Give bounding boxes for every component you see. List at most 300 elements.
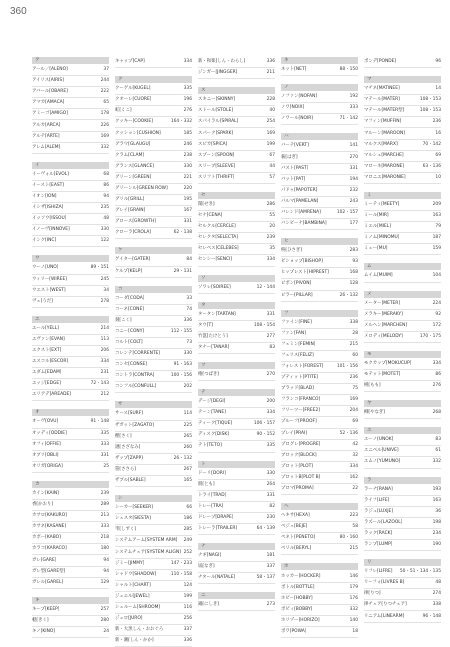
- entry-term: テーン[TANE]: [198, 410, 226, 416]
- entry-term: ラジュ[LUXJE]: [364, 508, 394, 514]
- entry-term: アルテ[ARTE]: [32, 133, 60, 139]
- index-entry: [281, 175, 358, 186]
- entry-term: グランス[GLANCE]: [115, 163, 154, 169]
- index-section: [32, 481, 109, 589]
- entry-page: 204: [349, 408, 358, 414]
- entry-page: 239: [100, 490, 109, 496]
- section-heading: コ: [115, 286, 192, 293]
- index-section: [198, 192, 275, 267]
- entry-term: ホッカー[HOCKER]: [281, 573, 321, 579]
- index-entry: [281, 406, 358, 417]
- entry-page: 10: [435, 174, 441, 180]
- entry-term: システムチェア[SYSTEM ALIGN]: [115, 549, 181, 555]
- index-entry: [115, 503, 192, 514]
- entry-term: マルシュ[MARCHE]: [364, 152, 404, 158]
- index-entry: [198, 233, 275, 244]
- entry-page: 277: [266, 333, 275, 339]
- index-entry: [364, 151, 441, 162]
- entry-term: アレム[ALEM]: [32, 144, 61, 150]
- index-entry: [32, 357, 109, 368]
- entry-page: 181: [266, 553, 275, 559]
- index-entry: [198, 57, 275, 68]
- entry-page: 163: [432, 213, 441, 219]
- entry-term: 凪[なぎ]: [198, 564, 215, 570]
- section-heading: ケ: [115, 247, 192, 254]
- entry-page: 206: [100, 348, 109, 354]
- entry-page: 63・136: [422, 163, 441, 169]
- entry-page: 212: [100, 392, 109, 398]
- index-entry: [281, 384, 358, 395]
- entry-term: スプーン[SPOON]: [198, 152, 235, 158]
- index-entry: [281, 114, 358, 125]
- index-entry: [32, 440, 109, 451]
- entry-term: イシザ[ISHIZA]: [32, 205, 64, 211]
- entry-term: クローラ[CROLA]: [115, 230, 152, 236]
- index-entry: [198, 343, 275, 354]
- entry-page: 228: [266, 97, 275, 103]
- entry-page: 332: [100, 144, 109, 150]
- index-entry: [281, 65, 358, 76]
- entry-page: 20: [269, 224, 275, 230]
- entry-term: ファイン[FINE]: [281, 319, 312, 325]
- entry-page: 122: [100, 238, 109, 244]
- entry-term: オーヴ[OVU]: [32, 419, 59, 425]
- entry-page: 226: [100, 122, 109, 128]
- entry-page: 57: [269, 174, 275, 180]
- entry-term: アバール[OBARE]: [32, 89, 68, 95]
- entry-term: リニアム[LINEARM]: [364, 613, 405, 619]
- index-section: [198, 57, 275, 79]
- entry-term: ユニベル[UNIVE]: [364, 448, 399, 454]
- entry-term: プレイ[PRAI]: [281, 430, 308, 436]
- entry-term: ノワール[NOIR]: [281, 116, 313, 122]
- entry-term: フォレスト[FOREST]: [281, 364, 324, 370]
- section-heading: ソ: [198, 275, 275, 282]
- index-entry: [32, 297, 109, 308]
- entry-page: 215: [349, 341, 358, 347]
- index-entry: [198, 502, 275, 513]
- entry-term: グレイ[GRAIN]: [115, 208, 146, 214]
- entry-term: オブリ[OBLI]: [32, 452, 59, 458]
- index-section: [281, 503, 358, 555]
- index-entry: [32, 335, 109, 346]
- index-section: [364, 192, 441, 255]
- index-entry: [281, 429, 358, 440]
- entry-term: ポンデ[PONDE]: [364, 59, 397, 65]
- entry-page: 177: [349, 221, 358, 227]
- entry-term: ザブル[SABLE]: [115, 478, 146, 484]
- entry-page: 70・142: [422, 141, 441, 147]
- entry-term: アマカ[AMACA]: [32, 100, 65, 106]
- entry-page: 268: [432, 410, 441, 416]
- index-section: [281, 310, 358, 496]
- entry-page: 186: [183, 516, 192, 522]
- entry-term: タータン[TARTAN]: [198, 311, 236, 317]
- index-section: [364, 57, 441, 68]
- entry-term: エスコル[ESCOR]: [32, 359, 69, 365]
- entry-page: 172: [432, 322, 441, 328]
- index-entry: [198, 600, 275, 611]
- entry-term: 漣[さざなみ]: [115, 444, 141, 450]
- entry-page: 334: [183, 59, 192, 65]
- entry-page: 164・332: [170, 119, 192, 125]
- index-entry: [281, 219, 358, 230]
- index-entry: [115, 184, 192, 195]
- entry-page: 96・148: [422, 613, 441, 619]
- entry-page: 246: [183, 141, 192, 147]
- entry-page: 239: [266, 235, 275, 241]
- index-section: [198, 87, 275, 184]
- entry-term: フェミン[FEMIN]: [281, 341, 316, 347]
- index-entry: [364, 310, 441, 321]
- index-entry: [115, 151, 192, 162]
- entry-page: 12・144: [256, 284, 275, 290]
- index-entry: [364, 299, 441, 310]
- entry-term: タナー[TANAR]: [198, 344, 230, 350]
- index-entry: [32, 109, 109, 120]
- entry-page: 334: [432, 360, 441, 366]
- entry-term: ラック[RACK]: [364, 530, 393, 536]
- entry-term: ホリゾー[HORIZO]: [281, 617, 320, 623]
- section-heading: ヘ: [281, 503, 358, 510]
- entry-page: 71・142: [339, 116, 358, 122]
- index-section: [32, 316, 109, 402]
- index-entry: [32, 286, 109, 297]
- entry-page: 61: [435, 448, 441, 454]
- index-entry: [198, 419, 275, 430]
- index-entry: [364, 589, 441, 600]
- index-entry: [32, 132, 109, 143]
- entry-term: カイン[KAIN]: [32, 490, 59, 496]
- section-heading: オ: [32, 409, 109, 416]
- index-entry: [32, 263, 109, 274]
- entry-term: トライ[TRAD]: [198, 492, 227, 498]
- entry-page: 337: [183, 627, 192, 633]
- section-heading: テ: [198, 389, 275, 396]
- entry-page: 185: [183, 130, 192, 136]
- entry-page: 62・138: [173, 230, 192, 236]
- entry-term: リーフォ[LIVRES B]: [364, 580, 405, 586]
- index-entry: [115, 514, 192, 525]
- entry-term: ホビー[HOBBY]: [281, 595, 313, 601]
- index-section: [115, 76, 192, 239]
- entry-term: プルーフ[PROOF]: [281, 419, 317, 425]
- index-entry: [364, 271, 441, 282]
- entry-term: ユーノ[UNOK]: [364, 437, 394, 443]
- index-entry: [32, 390, 109, 401]
- entry-term: ティーク[TIQUE]: [198, 421, 233, 427]
- entry-term: ヴェ[うだ]: [32, 298, 53, 304]
- index-entry: [32, 511, 109, 522]
- index-entry: [32, 236, 109, 247]
- index-section: [364, 263, 441, 282]
- index-entry: [115, 614, 192, 625]
- index-section: [198, 362, 275, 381]
- index-entry: [198, 551, 275, 562]
- entry-page: 89・151: [90, 265, 109, 271]
- entry-term: フェリス[FELIZ]: [281, 352, 314, 358]
- index-entry: [32, 605, 109, 616]
- entry-term: ボビィ[BOBBY]: [281, 606, 313, 612]
- entry-page: 199: [266, 141, 275, 147]
- entry-term: プロットB[PLOT B]: [281, 474, 321, 480]
- index-section: [281, 84, 358, 125]
- entry-term: ブロック[BLOCK]: [281, 452, 317, 458]
- entry-term: ミュー[MU]: [364, 246, 388, 252]
- entry-page: 124: [183, 582, 192, 588]
- entry-page: 198: [432, 519, 441, 525]
- entry-term: セナ[CENA]: [198, 213, 223, 219]
- index-entry: [198, 151, 275, 162]
- index-entry: [281, 141, 358, 152]
- index-entry: [198, 524, 275, 535]
- entry-term: メロディ[MELODY]: [364, 333, 403, 339]
- index-entry: [115, 128, 192, 139]
- section-heading: ヒ: [281, 238, 358, 245]
- entry-page: 91・163: [173, 362, 192, 368]
- index-entry: [115, 217, 192, 228]
- entry-page: 26・132: [339, 292, 358, 298]
- index-entry: [198, 573, 275, 584]
- entry-page: 113: [100, 336, 109, 342]
- entry-term: ウーノ[UNO]: [32, 265, 59, 271]
- entry-term: ストール[STOLE]: [198, 108, 234, 114]
- entry-page: 86: [103, 182, 109, 188]
- entry-page: 331: [349, 165, 358, 171]
- index-entry: [198, 480, 275, 491]
- entry-page: 276: [432, 383, 441, 389]
- entry-page: 331: [266, 492, 275, 498]
- index-entry: [364, 359, 441, 370]
- entry-page: 333: [100, 441, 109, 447]
- entry-term: ユムノ[YUMUNO]: [364, 459, 401, 465]
- entry-term: シャルト[CHART]: [115, 582, 151, 588]
- entry-page: 330: [183, 163, 192, 169]
- entry-page: 193: [432, 486, 441, 492]
- entry-page: 331: [266, 311, 275, 317]
- entry-page: 232: [349, 187, 358, 193]
- entry-term: トレーラ[TRAILER]: [198, 526, 238, 532]
- index-entry: [32, 500, 109, 511]
- entry-term: カラコ[KARACO]: [32, 546, 67, 552]
- index-entry: [32, 143, 109, 154]
- index-entry: [198, 173, 275, 184]
- entry-term: プロット[PLOT]: [281, 463, 313, 469]
- index-entry: [364, 84, 441, 95]
- index-entry: [364, 162, 441, 173]
- entry-term: 閑[せき]: [198, 201, 215, 207]
- section-heading: ア: [32, 57, 109, 64]
- index-section: [115, 401, 192, 487]
- index-entry: [32, 522, 109, 533]
- index-section: [364, 291, 441, 343]
- index-entry: [32, 616, 109, 627]
- entry-page: 336: [266, 59, 275, 65]
- entry-page: 270: [349, 154, 358, 160]
- entry-term: ガレ型[GARE型]: [32, 568, 66, 574]
- index-entry: [281, 268, 358, 279]
- entry-term: ラズール[LAZOOL]: [364, 519, 403, 525]
- entry-page: 110・158: [170, 571, 192, 577]
- index-entry: [281, 362, 358, 373]
- entry-page: 331: [100, 452, 109, 458]
- index-entry: [115, 625, 192, 636]
- index-section: [364, 559, 441, 622]
- entry-page: 58: [352, 524, 358, 530]
- section-heading: ス: [198, 87, 275, 94]
- index-entry: [115, 592, 192, 603]
- entry-page: 22: [352, 486, 358, 492]
- entry-page: 26・132: [173, 455, 192, 461]
- index-entry: [32, 87, 109, 98]
- entry-term: ペネト[PENETO]: [281, 535, 316, 541]
- entry-page: 108・154: [253, 322, 275, 328]
- index-entry: [115, 559, 192, 570]
- entry-page: 338: [349, 319, 358, 325]
- index-entry: [281, 152, 358, 163]
- index-entry: [32, 192, 109, 203]
- entry-page: 67: [269, 152, 275, 158]
- entry-term: 柊[ひさぎ]: [281, 248, 302, 254]
- entry-page: 101・156: [336, 364, 358, 370]
- entry-page: 224: [432, 300, 441, 306]
- index-entry: [364, 578, 441, 589]
- entry-term: キャップ[CAP]: [115, 59, 145, 65]
- entry-term: イースト[EAST]: [32, 182, 65, 188]
- entry-term: オッディ[ODDIE]: [32, 430, 67, 436]
- entry-page: 44: [269, 163, 275, 169]
- entry-term: ザガット[ZAGATO]: [115, 422, 154, 428]
- index-entry: [364, 567, 441, 578]
- entry-page: 338: [432, 602, 441, 608]
- entry-term: 香[かおり]: [32, 502, 53, 508]
- entry-page: 24: [103, 628, 109, 634]
- entry-page: 79: [435, 224, 441, 230]
- index-entry: [364, 446, 441, 457]
- index-entry: [32, 120, 109, 131]
- section-heading: カ: [32, 481, 109, 488]
- entry-page: 220: [183, 185, 192, 191]
- entry-page: 162: [349, 474, 358, 480]
- entry-term: カボー[KABO]: [32, 535, 61, 541]
- entry-term: モテット[MOTET]: [364, 372, 401, 378]
- entry-page: 69: [352, 419, 358, 425]
- entry-term: ウィリー[WIREE]: [32, 276, 67, 282]
- entry-term: マルクス[MARX]: [364, 141, 398, 147]
- entry-term: スパイラル[SPIRAL]: [198, 119, 239, 125]
- section-heading: ウ: [32, 255, 109, 262]
- entry-page: 94: [103, 557, 109, 563]
- entry-term: ジュロ[JURO]: [115, 616, 143, 622]
- index-entry: [281, 318, 358, 329]
- index-entry: [281, 92, 358, 103]
- entry-term: クーゲル[KUGEL]: [115, 86, 151, 92]
- index-entry: [115, 195, 192, 206]
- index-entry: [281, 484, 358, 495]
- index-entry: [198, 106, 275, 117]
- index-entry: [364, 200, 441, 211]
- section-heading: ヤ: [364, 400, 441, 407]
- entry-term: ザップ[ZAPP]: [115, 455, 143, 461]
- entry-term: シェスタ[SIESTA]: [115, 516, 151, 522]
- index-entry: [281, 473, 358, 484]
- index-entry: [281, 246, 358, 257]
- entry-term: マテール[MATER型]: [364, 108, 405, 114]
- section-heading: モ: [364, 351, 441, 358]
- index-entry: [32, 98, 109, 109]
- entry-term: マチネ[MATINEE]: [364, 86, 400, 92]
- entry-page: 42: [352, 441, 358, 447]
- index-entry: [115, 206, 192, 217]
- index-entry: [198, 95, 275, 106]
- index-section: [364, 76, 441, 184]
- entry-term: エダム[EDAM]: [32, 370, 62, 376]
- entry-term: パドゥ[PAPOTER]: [281, 187, 318, 193]
- entry-page: 129: [100, 579, 109, 585]
- index-entry: [364, 457, 441, 468]
- index-entry: [115, 382, 192, 393]
- index-section: [115, 286, 192, 394]
- index-entry: [32, 429, 109, 440]
- entry-term: メーター[METER]: [364, 300, 401, 306]
- index-entry: [364, 485, 441, 496]
- entry-page: 180: [100, 546, 109, 552]
- entry-page: 55: [269, 213, 275, 219]
- index-entry: [281, 522, 358, 533]
- entry-term: バスト[PAST]: [281, 165, 309, 171]
- index-entry: [115, 349, 192, 360]
- entry-page: 257: [100, 606, 109, 612]
- entry-page: 74: [186, 306, 192, 312]
- section-heading: ノ: [281, 84, 358, 91]
- index-section: [198, 543, 275, 584]
- index-entry: [281, 511, 358, 522]
- entry-term: ライフ[LIFE]: [364, 497, 390, 503]
- entry-page: 91・148: [90, 419, 109, 425]
- entry-page: 223: [349, 513, 358, 519]
- index-section: [281, 238, 358, 301]
- section-heading: ク: [115, 76, 192, 83]
- entry-term: ゲイター[GATER]: [115, 257, 151, 263]
- index-entry: [364, 95, 441, 106]
- entry-page: 236: [432, 119, 441, 125]
- index-entry: [198, 491, 275, 502]
- entry-term: クラム[CLAM]: [115, 152, 144, 158]
- entry-term: ドーリ[DORI]: [198, 470, 226, 476]
- entry-page: 289: [100, 502, 109, 508]
- index-entry: [364, 540, 441, 551]
- index-entry: [281, 594, 358, 605]
- entry-term: 樫[さく]: [115, 433, 132, 439]
- index-entry: [115, 338, 192, 349]
- entry-term: フランコ[FRANCO]: [281, 397, 321, 403]
- entry-term: 萩[はぎ]: [281, 154, 298, 160]
- index-entry: [364, 128, 441, 139]
- index-entry: [198, 68, 275, 79]
- entry-page: 265: [183, 433, 192, 439]
- entry-page: 335: [183, 86, 192, 92]
- index-entry: [198, 162, 275, 173]
- section-heading: ト: [198, 461, 275, 468]
- entry-term: ガレル[GAREL]: [32, 579, 64, 585]
- entry-page: 178: [100, 111, 109, 117]
- entry-term: クッキー[COOKIE]: [115, 119, 153, 125]
- entry-page: 215: [349, 546, 358, 552]
- entry-term: オリガ[ORIGA]: [32, 463, 63, 469]
- entry-term: インク[INC]: [32, 238, 57, 244]
- index-entry: [198, 222, 275, 233]
- entry-term: グラウ[GLAUGU]: [115, 141, 151, 147]
